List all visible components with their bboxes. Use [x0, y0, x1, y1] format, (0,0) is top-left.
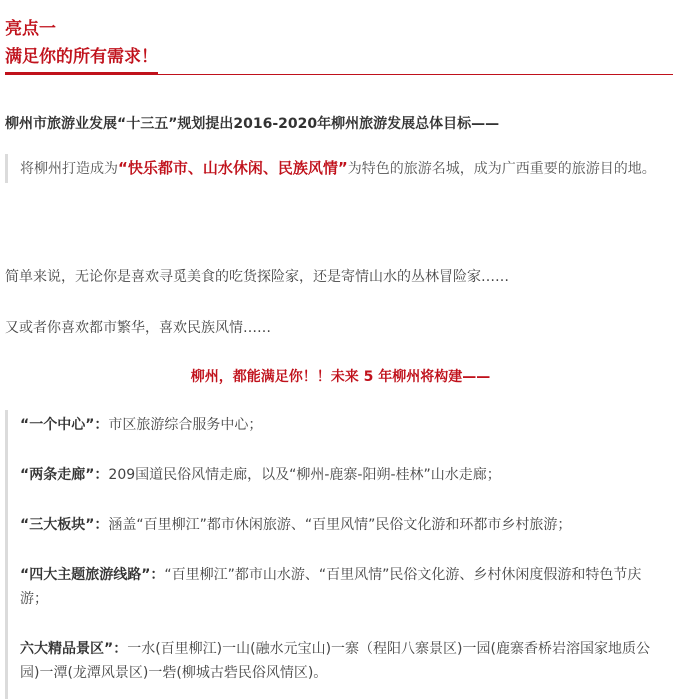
list-item: [20, 463, 669, 487]
paragraph-intro: 简单来说，无论你是喜欢寻觅美食的吃货探险家，还是寄情山水的丛林冒险家……: [5, 269, 509, 285]
list-item: [20, 413, 669, 437]
goal-quote-prefix: 将柳州打造成为: [20, 161, 118, 177]
header-divider: [5, 74, 673, 75]
list-item-key: “三大板块”：: [20, 517, 109, 533]
highlight-label: 亮点一: [5, 19, 56, 39]
list-item-text: 一水(百里柳江)一山(融水元宝山)一寨（程阳八寨景区)一园(鹿寨香桥岩溶国家地质公园)一潭(龙潭风景区)一砦(柳城古砦民俗风情区)。: [20, 641, 650, 681]
plan-list: [5, 410, 673, 699]
list-item-key: “一个中心”：: [20, 417, 109, 433]
list-item: [20, 513, 669, 537]
list-item-key: 六大精品景区”：: [20, 641, 128, 657]
list-item-key: “两条走廊”：: [20, 467, 109, 483]
list-item-text: 涵盖“百里柳江”都市休闲旅游、“百里风情”民俗文化游和环都市乡村旅游；: [108, 517, 572, 533]
paragraph-followup: 又或者你喜欢都市繁华，喜欢民族风情……: [5, 320, 271, 336]
list-item-text: “百里柳江”都市山水游、“百里风情”民俗文化游、乡村休闲度假游和特色节庆游；: [20, 567, 642, 607]
list-item: [20, 637, 669, 685]
section-heading: 满足你的所有需求！: [5, 46, 158, 75]
goal-quote-suffix: 为特色的旅游名城，成为广西重要的旅游目的地。: [347, 161, 656, 177]
goal-quote: [5, 154, 673, 183]
list-item: [20, 563, 669, 611]
goal-quote-highlight: “快乐都市、山水休闲、民族风情”: [118, 159, 348, 177]
center-title: 柳州，都能满足你！！未来 5 年柳州将构建——: [190, 369, 491, 385]
list-item-key: “四大主题旅游线路”：: [20, 567, 165, 583]
intro-title: 柳州市旅游业发展“十三五”规划提出2016-2020年柳州旅游发展总体目标——: [5, 116, 500, 132]
article-header: [5, 18, 673, 75]
list-item-text: 209国道民俗风情走廊，以及“柳州-鹿寨-阳朔-桂林”山水走廊；: [108, 467, 501, 483]
list-item-text: 市区旅游综合服务中心；: [108, 417, 263, 433]
